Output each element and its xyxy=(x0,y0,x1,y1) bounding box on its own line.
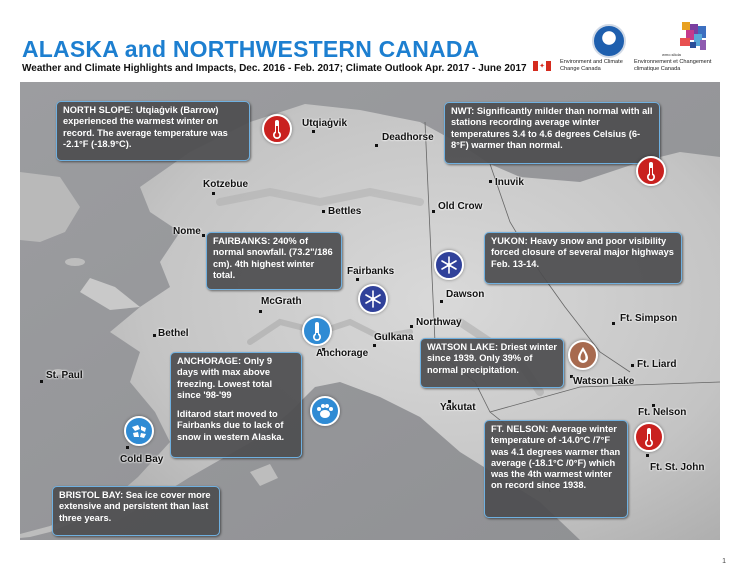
callout-iditarod-text: Iditarod start moved to Fairbanks due to lack of snow in western Alaska. xyxy=(177,409,285,442)
city-marker xyxy=(40,380,43,383)
city-bethel: Bethel xyxy=(158,328,189,339)
eccc-english-label: Environment and Climate Change Canada xyxy=(560,59,623,72)
city-anchorage: Anchorage xyxy=(316,348,369,359)
city-utqiagvik: Utqiaġvik xyxy=(302,118,348,129)
city-old-crow: Old Crow xyxy=(438,201,483,212)
callout-bristol-bay[interactable] xyxy=(52,486,220,536)
callout-north-slope-text: NORTH SLOPE: Utqiaġvik (Barrow) experienced the warmest winter on record. The average temperature was -2.1°F (-18.9°C). xyxy=(63,105,228,149)
city-marker xyxy=(612,322,615,325)
city-nome: Nome xyxy=(173,226,201,237)
page-number: 1 xyxy=(722,558,726,565)
city-fairbanks: Fairbanks xyxy=(347,266,395,277)
callout-ft-nelson-text: FT. NELSON: Average winter temperature of -14.0°C /7°F was 4.1 degrees warmer than average (-18.1°C /0°F) which was the 4th warmest winter on record since 1938. xyxy=(491,424,621,491)
paw-print-icon[interactable] xyxy=(310,396,340,426)
callout-anchorage[interactable] xyxy=(170,352,302,458)
page-title: ALASKA and NORTHWESTERN CANADA xyxy=(22,36,480,62)
city-kotzebue: Kotzebue xyxy=(203,179,248,190)
city-northway: Northway xyxy=(416,317,462,328)
noaa-logo xyxy=(592,24,626,58)
city-watson-lake: Watson Lake xyxy=(573,376,635,387)
city-ft-liard: Ft. Liard xyxy=(637,359,677,370)
snowflake-icon[interactable] xyxy=(434,250,464,280)
callout-ft-nelson[interactable] xyxy=(484,420,628,518)
city-ft-st-john: Ft. St. John xyxy=(650,462,705,473)
callout-fairbanks[interactable] xyxy=(206,232,342,290)
city-marker xyxy=(631,364,634,367)
city-bettles: Bettles xyxy=(328,206,362,217)
city-marker xyxy=(322,210,325,213)
thermometer-warm-icon[interactable] xyxy=(636,156,666,186)
city-marker xyxy=(259,310,262,313)
city-marker xyxy=(440,300,443,303)
city-marker xyxy=(432,210,435,213)
city-ft-simpson: Ft. Simpson xyxy=(620,313,678,324)
callout-bristol-bay-text: BRISTOL BAY: Sea ice cover more extensive and persistent than last three years. xyxy=(59,490,211,523)
thermometer-cold-icon[interactable] xyxy=(302,316,332,346)
city-marker xyxy=(373,344,376,347)
wmo-label: wmo.slkda xyxy=(662,52,681,57)
city-marker xyxy=(202,234,205,237)
sea-ice-icon[interactable] xyxy=(124,416,154,446)
city-marker xyxy=(312,130,315,133)
eccc-french-label: Environnement et Changement climatique Canada xyxy=(634,59,712,72)
city-deadhorse: Deadhorse xyxy=(382,132,434,143)
city-marker xyxy=(356,278,359,281)
city-marker xyxy=(126,446,129,449)
water-drop-icon[interactable] xyxy=(568,340,598,370)
city-inuvik: Inuvik xyxy=(495,177,524,188)
callout-north-slope[interactable] xyxy=(56,101,250,161)
callout-watson-lake[interactable] xyxy=(420,338,564,388)
city-mcgrath: McGrath xyxy=(261,296,302,307)
city-marker xyxy=(212,192,215,195)
callout-yukon-text: YUKON: Heavy snow and poor visibility forced closure of several major highways Feb. 13-14. xyxy=(491,236,674,269)
canada-flag-icon: ✦ xyxy=(533,61,551,71)
callout-yukon[interactable] xyxy=(484,232,682,284)
callout-fairbanks-text: FAIRBANKS: 240% of normal snowfall. (73.2"/186 cm). 4th highest winter total. xyxy=(213,236,333,280)
city-marker xyxy=(646,454,649,457)
thermometer-warm-icon[interactable] xyxy=(634,422,664,452)
city-st-paul: St. Paul xyxy=(46,370,83,381)
city-yakutat: Yakutat xyxy=(440,402,476,413)
callout-nwt[interactable] xyxy=(444,102,660,164)
city-marker xyxy=(410,325,413,328)
city-marker xyxy=(153,334,156,337)
thermometer-warm-icon[interactable] xyxy=(262,114,292,144)
city-gulkana: Gulkana xyxy=(374,332,414,343)
climate-map-logo xyxy=(660,20,710,58)
city-marker xyxy=(375,144,378,147)
city-marker xyxy=(489,180,492,183)
city-dawson: Dawson xyxy=(446,289,485,300)
city-cold-bay: Cold Bay xyxy=(120,454,164,465)
callout-watson-lake-text: WATSON LAKE: Driest winter since 1939. Only 39% of normal precipitation. xyxy=(427,342,557,375)
region-map[interactable] xyxy=(20,82,720,540)
snowflake-icon[interactable] xyxy=(358,284,388,314)
callout-nwt-text: NWT: Significantly milder than normal with all stations recording average winter temperatures 3.4 to 4.6 degrees Celsius (6-8°F) warmer than normal. xyxy=(451,106,653,150)
page-subtitle: Weather and Climate Highlights and Impacts, Dec. 2016 - Feb. 2017; Climate Outlook Apr. 2017 - June 2017 xyxy=(22,63,527,74)
callout-anchorage-text: ANCHORAGE: Only 9 days with max above freezing. Lowest total since '98-'99 xyxy=(177,356,273,400)
city-ft-nelson: Ft. Nelson xyxy=(638,407,687,418)
